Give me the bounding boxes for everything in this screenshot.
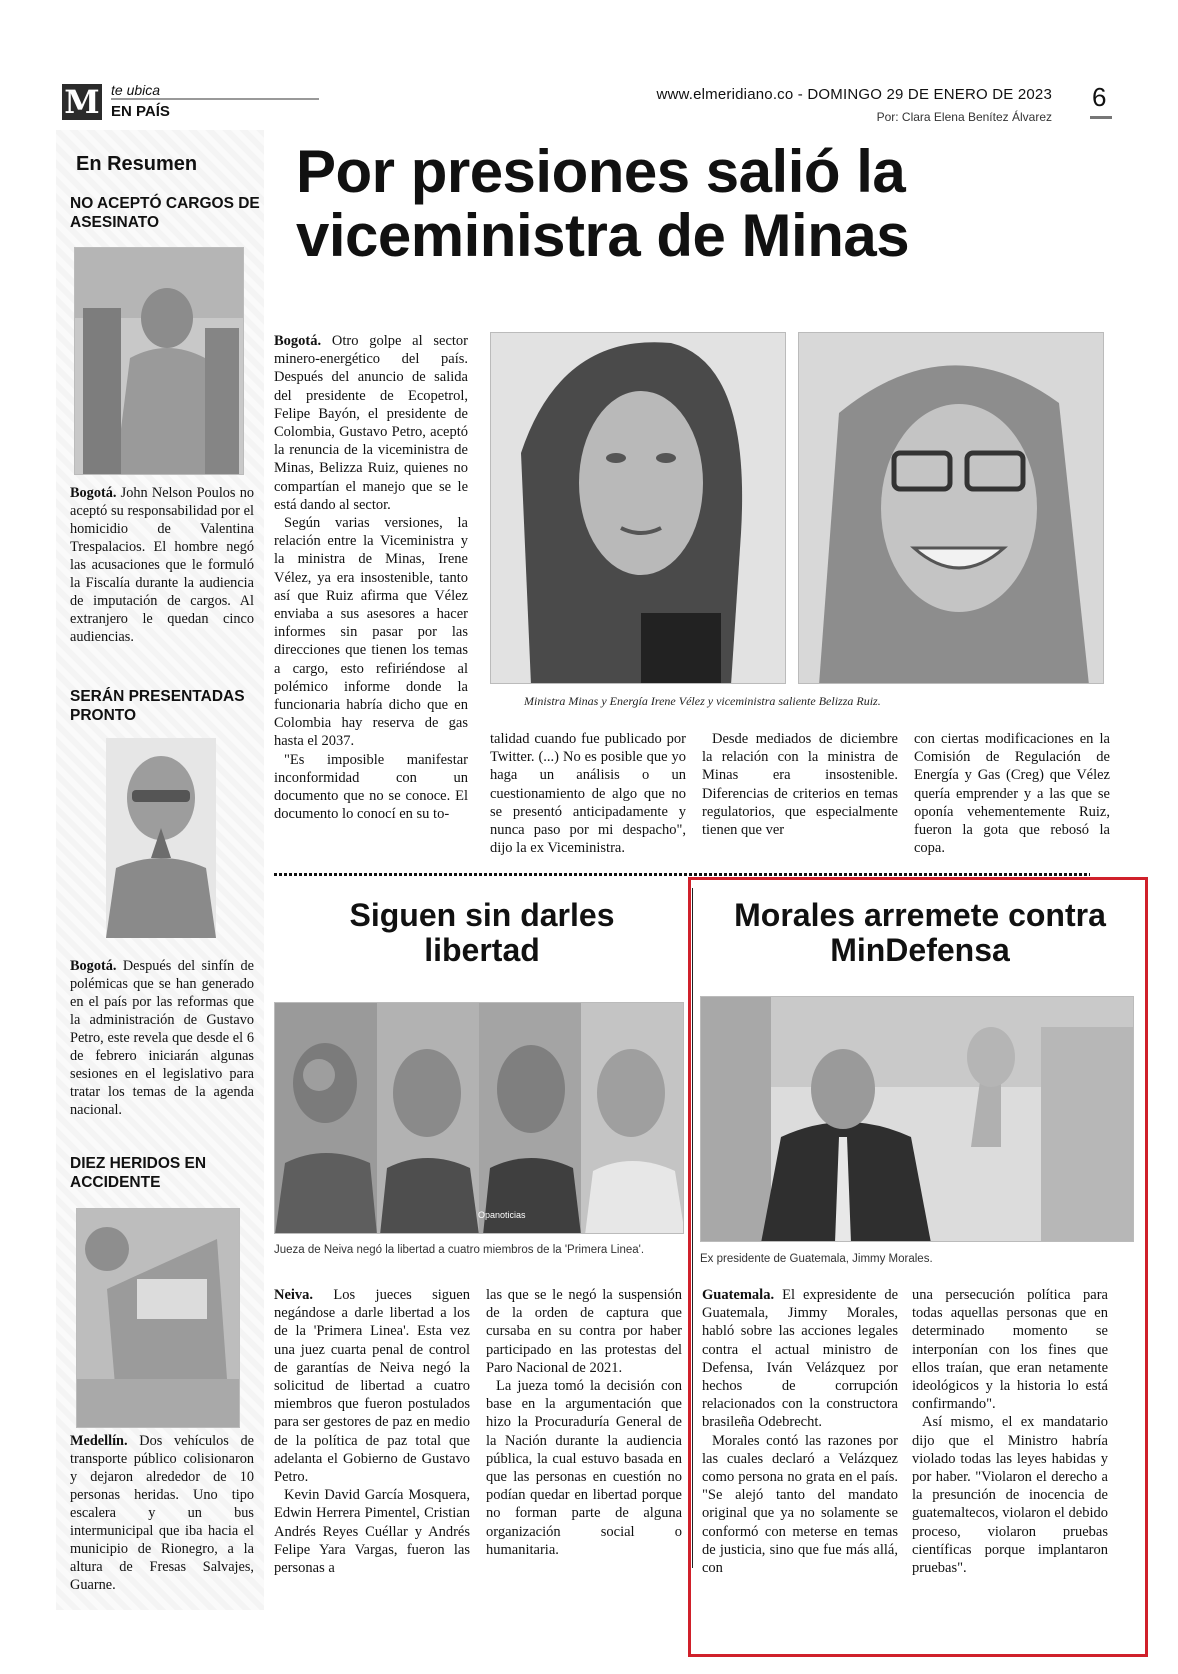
story2-headline: Siguen sin darles libertad [349, 897, 615, 968]
sidebar-photo-accident [76, 1208, 240, 1428]
main-story-column-2: talidad cuando fue publicado por Twitter. (...) No es posible que yo haga un análisis o un cuestionamiento de algo que no se presentó anticipadamente y nunca paso por mi despacho", dijo la ex Viceministra. [490, 731, 686, 857]
main-headline: Por presiones salió la viceministra de Minas [296, 138, 910, 269]
sidebar-text-3: Medellín. Dos vehículos de transporte público colisionaron y dejaron alrededor de 10 personas heridas. Uno tipo escalera y un bus intermunicipal que iba hacia el municipio de Rionegro, a la altura de Fresas Salvajes, Guarne. [70, 1433, 254, 1593]
main-photo-caption: Ministra Minas y Energía Irene Vélez y viceministra saliente Belizza Ruiz. [524, 694, 881, 708]
site-and-date: www.elmeridiano.co - DOMINGO 29 DE ENERO DE 2023 [656, 86, 1052, 103]
photo-credit: Opanoticias [478, 1210, 526, 1220]
sidebar-photo-petro [106, 738, 216, 938]
highlight-box [688, 877, 1148, 1657]
sidebar-text-2: Bogotá. Después del sinfín de polémicas que se han generado en el país por las reformas que la administración de Gustavo Petro, este revela que desde el 6 de febrero iniciarán algunas sesiones en el legislativo para tratar los temas de la agenda nacional. [70, 958, 254, 1118]
story3-column-2: una persecución política para todas aquellas personas que en determinado momento se interponían con los fines que ellos traían, que eran netamente ideológicos y la historia lo está confirmando". Así mismo, el ex mandatario dijo que el Ministro habría violado todas las leyes habidas y por haber. "Violaron el derecho a la presunción de inocencia de guatemaltecos, violaron el debido proceso, violaron pruebas científicas porque implantaron pruebas". [912, 1287, 1108, 1577]
section-name: EN PAÍS [111, 103, 170, 120]
story3-column-1: Guatemala. El expresidente de Guatemala, Jimmy Morales, habló sobre las acciones legales contra el actual ministro de Defensa, Iván Velázquez por hechos de corrupción relacionados con la constructora brasileña Odebrecht. Morales contó las razones por las cuales declaró a Velázquez como persona no grata en el país. "Se alejó tanto del mandato original que ya no solamente se conformó con meterse en temas de justicia, sino que fue más allá, con [702, 1287, 898, 1577]
main-story-column-4: con ciertas modificaciones en la Comisión de Regulación de Energía y Gas (Creg) que Vélez quería emprender y a las que se oponía vehementemente Ruiz, fueron la gota que rebosó la copa. [914, 731, 1110, 857]
sidebar-photo-arrest [74, 247, 244, 475]
page-number-rule [1090, 116, 1112, 119]
main-story-column-3: Desde mediados de diciembre la relación con la ministra de Minas era insostenible. Diferencias de criterios en temas regulatorios, que especialmente tienen que ver [702, 731, 898, 839]
photo-irene-velez [490, 332, 786, 684]
story3-headline: Morales arremete contra MinDefensa [734, 897, 1106, 968]
sidebar-title: En Resumen [76, 153, 198, 175]
story2-caption: Jueza de Neiva negó la libertad a cuatro miembros de la 'Primera Linea'. [274, 1244, 645, 1256]
story2-column-2: las que se le negó la suspensión de la orden de captura que cursaba en su contra por haber participado en las protestas del Paro Nacional de 2021. La jueza tomó la decisión con base en la argumentación que hizo la Procuraduría General de la Nación durante la audiencia pública, la cual estuvo basada en que las personas en cuestión no podían quedar en libertad porque no forman parte de alguna organización social o humanitaria. [486, 1287, 682, 1558]
byline: Por: Clara Elena Benítez Álvarez [876, 110, 1052, 124]
newspaper-logo: M [62, 84, 102, 120]
sidebar-heading-1: NO ACEPTÓ CARGOS DE ASESINATO [70, 195, 260, 231]
story2-column-1: Neiva. Los jueces siguen negándose a darle libertad a los de la 'Primera Linea'. Esta vez una juez cuarta penal de control de garantías de Neiva negó la solicitud de libertad a cuatro miembros que fueron postulados para ser gestores de paz en medio de la política de paz total que adelanta el Gobierno de Gustavo Petro. Kevin David García Mosquera, Edwin Herrera Pimentel, Cristian Andrés Reyes Cuéllar y Andrés Felipe Yara Vargas, fueron las personas a [274, 1287, 470, 1577]
main-story-column-1: Bogotá. Otro golpe al sector minero-energético del país. Después del anuncio de salida del presidente de Ecopetrol, Felipe Bayón, el presidente de Colombia, Gustavo Petro, aceptó la renuncia de la viceministra de Minas, Belizza Ruiz, quienes no compartían el manejo que se le está dando al sector. Según varias versiones, la relación entre la Viceministra y la ministra de Minas, Irene Vélez, ya era insostenible, tanto así que Ruiz afirma que Vélez enviaba a sus asesores a hacer informes sin pasar por las direcciones que tienen los temas a cargo, esto refiriéndose al polémico informe donde la funcionaria habría dicho que en Colombia hay reserva de gas hasta el 2037. "Es imposible manifestar inconformidad con un documento que no se conoce. El documento lo conocí en su to- [274, 333, 468, 823]
photo-belizza-ruiz [798, 332, 1104, 684]
sidebar-heading-3: DIEZ HERIDOS EN ACCIDENTE [70, 1155, 207, 1191]
page-number: 6 [1092, 82, 1107, 112]
section-kicker: te ubica [111, 82, 161, 98]
story3-caption: Ex presidente de Guatemala, Jimmy Morales. [700, 1253, 933, 1265]
photo-primera-linea-members [274, 1002, 684, 1234]
header-rule [111, 98, 319, 100]
sidebar-text-1: Bogotá. John Nelson Poulos no aceptó su responsabilidad por el homicidio de Valentina Trespalacios. El hombre negó las acusaciones que le formuló la Fiscalía durante la audiencia de imputación de cargos. Al extranjero le quedan cinco audiencias. [70, 485, 254, 645]
section-divider [274, 873, 1090, 876]
sidebar-heading-2: SERÁN PRESENTADAS PRONTO [70, 688, 245, 724]
